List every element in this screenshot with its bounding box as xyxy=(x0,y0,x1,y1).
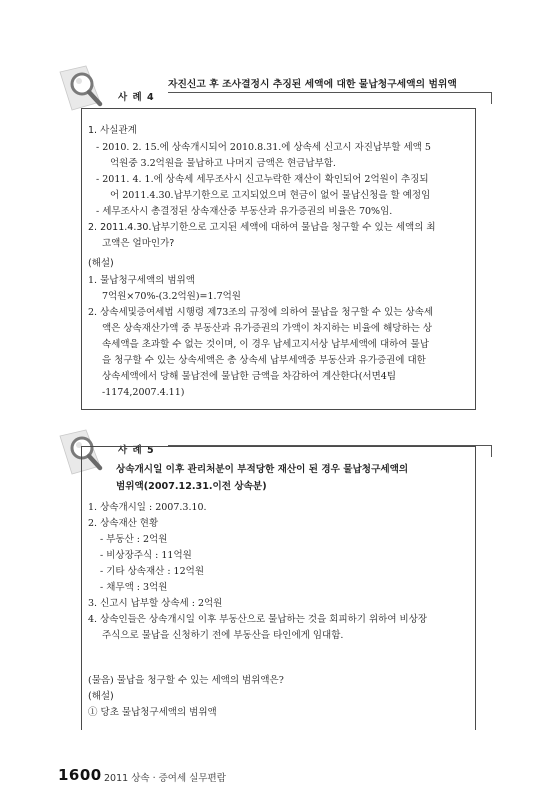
case5-item-line: 3. 신고시 납부할 상속세 : 2억원 xyxy=(88,598,223,609)
case4-answer-line: 7억원×70%-(3.2억원)=1.7억원 xyxy=(102,291,241,302)
case4-fact-line: - 세무조사시 총결정된 상속재산중 부동산과 유가증권의 비율은 70%임. xyxy=(96,206,393,217)
case4-fact-line: 어 2011.4.30.납부기한으로 고지되었으며 현금이 없어 물납신청을 할 예정임 xyxy=(110,190,431,201)
case5-item-line: - 비상장주식 : 11억원 xyxy=(100,550,192,561)
case4-answer-line: 상속세액에서 당해 물납전에 물납한 금액을 차감하여 계산한다(서면4팀 xyxy=(102,371,397,382)
case5-title-line: 범위액(2007.12.31.이전 상속분) xyxy=(116,481,267,492)
case5-item-line: - 기타 상속재산 : 12억원 xyxy=(100,566,204,577)
case4-answer-line: 1. 물납청구세액의 범위액 xyxy=(88,275,195,286)
case4-label: 사 례 4 xyxy=(118,92,155,103)
running-footer: 2011 상속 · 증여세 실무편람 xyxy=(104,773,226,784)
case5-item-line: 2. 상속재산 현황 xyxy=(88,518,159,529)
case5-question: (물음) 물납을 청구할 수 있는 세액의 범위액은? xyxy=(88,675,284,686)
case4-fact-line: 억원중 3.2억원을 물납하고 나머지 금액은 현금납부함. xyxy=(110,158,336,169)
case4-answer-line: 2. 상속세및증여세법 시행령 제73조의 규정에 의하여 물납을 청구할 수 있는 상속세 xyxy=(88,307,434,318)
case5-item-line: - 부동산 : 2억원 xyxy=(100,534,168,545)
case4-title: 자진신고 후 조사결정시 추징된 세액에 대한 물납청구세액의 범위액 xyxy=(168,79,457,90)
case5-item-line: 1. 상속개시일 : 2007.3.10. xyxy=(88,502,207,513)
page-number: 1600 xyxy=(58,766,102,784)
case4-title-rule xyxy=(168,92,492,93)
case4-facts-heading: 1. 사실관계 xyxy=(88,125,137,136)
case5-label: 사 례 5 xyxy=(118,445,155,456)
case4-question-line: 고액은 얼마인가? xyxy=(102,238,175,249)
case4-fact-line: - 2010. 2. 15.에 상속개시되어 2010.8.31.에 상속세 신고시 자진납부할 세액 5 xyxy=(96,142,431,153)
case4-title-bracket xyxy=(491,92,492,104)
case4-answer-line: 을 청구할 수 있는 상속세액은 총 상속세 납부세액중 부동산과 유가증권에 대한 xyxy=(102,355,426,366)
case5-item-line: - 채무액 : 3억원 xyxy=(100,582,168,593)
case4-answer-heading: (해설) xyxy=(88,258,114,269)
case5-answer-heading: (해설) xyxy=(88,691,114,702)
case5-item-line: 주식으로 물납을 신청하기 전에 부동산을 타인에게 임대함. xyxy=(102,630,344,641)
case5-title-line: 상속개시일 이후 관리처분이 부적당한 재산이 된 경우 물납청구세액의 xyxy=(116,464,409,475)
case5-item-line: 4. 상속인들은 상속개시일 이후 부동산으로 물납하는 것을 회피하기 위하여 비상장 xyxy=(88,614,428,625)
case4-answer-line: 액은 상속재산가액 중 부동산과 유가증권의 가액이 차지하는 비율에 해당하는 상 xyxy=(102,323,433,334)
case5-label-bracket xyxy=(491,445,492,457)
case4-question-line: 2. 2011.4.30.납부기한으로 고지된 세액에 대하여 물납을 청구할 수 있는 세액의 최 xyxy=(88,222,436,233)
case4-answer-line: -1174,2007.4.11) xyxy=(102,387,185,398)
case4-fact-line: - 2011. 4. 1.에 상속세 세무조사시 신고누락한 재산이 확인되어 2억원이 추징되 xyxy=(96,174,429,185)
case4-answer-line: 속세액을 초과할 수 없는 것이며, 이 경우 납세고지서상 납부세액에 대하여 물납 xyxy=(102,339,429,350)
case5-answer-line: ① 당초 물납청구세액의 범위액 xyxy=(88,707,217,718)
